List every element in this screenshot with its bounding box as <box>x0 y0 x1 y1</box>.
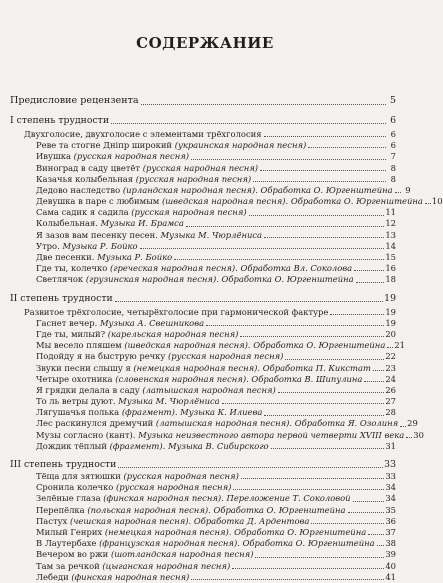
entry-note: (греческая народная песня). Обработка Вл. Соколова <box>109 263 353 274</box>
toc-entry <box>10 429 424 441</box>
entry-note: (карельская народная песня) <box>107 328 239 339</box>
toc-entry-text <box>36 561 230 572</box>
toc-page-number: 34 <box>385 482 396 493</box>
entry-title: Ивушка <box>36 151 71 162</box>
entry-title: Лес раскинулся дремучий <box>36 418 154 429</box>
subsection-label: Развитое трёхголосие, четырёхголосие при гармонической фактуре <box>24 306 329 317</box>
toc-page-number: 33 <box>385 471 396 482</box>
toc-page-number: 22 <box>385 351 396 362</box>
leader-dots <box>400 426 406 427</box>
entry-note: (русская народная песня) <box>131 207 247 218</box>
toc-entry-text <box>36 396 220 407</box>
toc-entry-text <box>36 241 138 252</box>
leader-dots <box>395 192 401 193</box>
toc-entry <box>10 140 396 151</box>
toc-entry <box>10 385 396 396</box>
entry-title: Тёща для зятюшки <box>36 471 121 482</box>
entry-note: (русская народная песня) <box>142 162 259 173</box>
leader-dots <box>111 123 386 124</box>
toc-entry-text <box>36 252 172 263</box>
entry-title: Лебеди <box>36 571 69 582</box>
entry-note: (русская народная песня) <box>116 482 232 493</box>
toc-entry-text <box>36 185 393 196</box>
entry-note: (латышская народная песня). Обработка Я. Озолиня <box>155 418 399 429</box>
leader-dots <box>387 347 393 348</box>
toc-entry <box>10 363 396 374</box>
leader-dots <box>373 370 384 371</box>
toc-page-number: 12 <box>385 218 396 229</box>
toc-page-number: 19 <box>384 292 396 304</box>
toc-page-number: 40 <box>385 560 396 571</box>
toc-entry-text <box>36 471 239 482</box>
toc-preface-label: Предисловие рецензента <box>10 95 139 106</box>
toc-entry <box>10 241 396 252</box>
leader-dots <box>278 392 385 393</box>
entry-title: Сронила колечко <box>36 482 114 493</box>
entry-title: Перепёлка <box>36 504 85 515</box>
entry-note: Музыка неизвестного автора первой четверти XVIII века <box>138 429 405 440</box>
leader-dots <box>260 170 386 171</box>
entry-note: Музыка М. Чюрлёниса <box>160 229 263 240</box>
toc-entry <box>10 351 396 362</box>
toc-subsection <box>10 307 396 318</box>
toc-entry-text <box>36 493 351 504</box>
toc-page-number: 39 <box>385 549 396 560</box>
toc-entry <box>10 374 396 385</box>
toc-entry <box>10 340 405 351</box>
leader-dots <box>233 489 384 490</box>
toc-page-number: 8 <box>390 162 396 173</box>
entry-title: Звуки песни слышу я <box>36 362 131 373</box>
entry-title: Зелёные глаза <box>36 493 101 504</box>
entry-note: (русская народная песня) <box>168 351 284 362</box>
toc-page-number: 38 <box>385 538 396 549</box>
entry-title: Гаснет вечер. <box>36 317 98 328</box>
section-label: II степень трудности <box>10 292 113 304</box>
entry-note: (немецкая народная песня). Обработка О. Юргенштейна <box>104 526 367 537</box>
subsection-label: Двухголосие, двухголосие с элементами трёхголосия <box>24 128 262 139</box>
toc-section <box>10 114 396 127</box>
leader-dots <box>249 215 385 216</box>
toc-section <box>10 292 396 305</box>
toc-entry <box>10 163 396 174</box>
toc-page-number: 18 <box>385 274 396 285</box>
toc-page-number: 6 <box>390 128 396 139</box>
entry-note: (фрагмент). Музыка К. Илиева <box>121 407 263 418</box>
toc-subsection-text <box>24 129 262 140</box>
entry-note: Музыка Р. Бойко <box>97 252 173 263</box>
leader-dots <box>285 359 384 360</box>
toc-entry <box>10 263 396 274</box>
toc-entry <box>10 252 396 263</box>
toc-entry <box>10 505 396 516</box>
toc-page-number: 41 <box>385 571 396 582</box>
toc-entry <box>10 196 443 207</box>
toc-entry <box>10 493 396 504</box>
toc-entry-text <box>36 340 385 351</box>
toc-entry-text <box>36 218 184 229</box>
section-label: III степень трудности <box>10 459 117 471</box>
leader-dots <box>232 568 384 569</box>
entry-note: (чешская народная песня). Обработка Д. Ардентова <box>69 515 310 526</box>
toc-page-number: 35 <box>385 504 396 515</box>
toc-page-number: 6 <box>390 115 396 126</box>
page-title: СОДЕРЖАНИЕ <box>136 34 274 52</box>
toc-page-number: 33 <box>384 459 396 471</box>
leader-dots <box>356 282 385 283</box>
leader-dots <box>253 181 386 182</box>
entry-title: Дождик тёплый <box>36 440 107 451</box>
leader-dots <box>368 534 384 535</box>
entry-title: Казачья колыбельная <box>36 173 134 184</box>
toc-page-number: 31 <box>385 440 396 451</box>
toc-page-number: 13 <box>385 229 396 240</box>
entry-note: (украинская народная песня) <box>174 140 307 151</box>
leader-dots <box>222 403 385 404</box>
toc-entry-text <box>36 351 283 362</box>
toc-page-number: 8 <box>390 173 396 184</box>
toc-entry <box>10 516 396 527</box>
toc-page-number: 20 <box>385 328 396 339</box>
toc-entry-text <box>36 441 269 452</box>
leader-dots <box>354 270 384 271</box>
leader-dots <box>118 467 383 468</box>
leader-dots <box>206 325 384 326</box>
entry-note: (шведская народная песня). Обработка О. Юргенштейна <box>124 340 386 351</box>
leader-dots <box>271 448 385 449</box>
entry-note: Музыка М. Чюрлёниса <box>118 396 220 407</box>
toc-entry <box>10 482 396 493</box>
toc-entry <box>10 151 396 162</box>
toc-page-number: 23 <box>385 362 396 373</box>
entry-title: То ль ветры дуют. <box>36 396 116 407</box>
toc-page-number: 15 <box>385 252 396 263</box>
entry-title: Музы согласно (кант). <box>36 429 136 440</box>
leader-dots <box>255 557 384 558</box>
toc-section-text <box>10 114 109 127</box>
toc-entry-text <box>36 374 362 385</box>
toc-preface <box>10 94 396 108</box>
entry-title: Вечером во ржи <box>36 549 109 560</box>
toc-entry-text <box>36 505 346 516</box>
leader-dots <box>330 314 384 315</box>
leader-dots <box>377 545 385 546</box>
section-gap <box>10 108 396 111</box>
toc-entry <box>10 441 396 452</box>
toc-section <box>10 458 396 471</box>
entry-note: Музыка И. Брамса <box>100 218 184 229</box>
toc-entry-text <box>36 163 258 174</box>
toc-page-number: 28 <box>385 407 396 418</box>
section-label: I степень трудности <box>10 115 110 126</box>
entry-title: Дедово наследство <box>36 184 121 195</box>
leader-dots <box>241 478 384 479</box>
toc-page-number: 26 <box>385 384 396 395</box>
leader-dots <box>191 579 384 580</box>
leader-dots <box>264 136 386 137</box>
entry-note: (русская народная песня) <box>73 151 190 162</box>
leader-dots <box>264 237 384 238</box>
section-gap <box>10 286 396 289</box>
toc-entry-text <box>36 482 231 493</box>
leader-dots <box>191 159 386 160</box>
toc-subsection-text <box>24 307 328 318</box>
toc-entry-text <box>36 230 262 241</box>
leader-dots <box>406 437 412 438</box>
toc-entry-text <box>36 418 398 429</box>
entry-note: (шведская народная песня). Обработка О. Юргенштейна <box>161 196 423 207</box>
entry-title: Четыре охотника <box>36 373 113 384</box>
toc-entry-text <box>36 263 352 274</box>
entry-title: Там за речкой <box>36 560 100 571</box>
toc-page-number: 7 <box>390 151 396 162</box>
toc-entry <box>10 230 396 241</box>
toc-page-number: 5 <box>389 95 396 106</box>
leader-dots <box>115 301 383 302</box>
toc-entry-text <box>36 549 253 560</box>
toc-entry <box>10 329 396 340</box>
toc-page-number: 6 <box>390 140 396 151</box>
toc-entry-text <box>36 538 375 549</box>
toc-entry-text <box>36 572 189 583</box>
entry-note: (русская народная песня) <box>135 173 252 184</box>
toc-page-number: 19 <box>385 306 396 317</box>
toc-page-number: 37 <box>385 526 396 537</box>
toc-page-number: 29 <box>407 418 418 429</box>
toc-entry <box>10 561 396 572</box>
leader-dots <box>264 415 384 416</box>
toc-entry-text <box>36 140 306 151</box>
toc-entry <box>10 471 396 482</box>
entry-note: (французская народная песня). Обработка О. Юргенштейна <box>99 538 375 549</box>
leader-dots <box>141 104 386 105</box>
leader-dots <box>186 226 384 227</box>
leader-dots <box>140 248 385 249</box>
entry-title: Колыбельная. <box>36 218 98 229</box>
toc-page-number: 30 <box>413 429 424 440</box>
entry-title: В Лаутербахе <box>36 538 97 549</box>
toc-page-number: 34 <box>385 493 396 504</box>
toc-page-number: 24 <box>385 373 396 384</box>
toc-entry <box>10 207 396 218</box>
entry-note: (немецкая народная песня). Обработка П. Кикстат <box>133 362 371 373</box>
entry-title: Девушка в паре с любимым <box>36 196 160 207</box>
entry-note: (шотландская народная песня) <box>110 549 254 560</box>
table-of-contents <box>10 94 443 583</box>
toc-entry <box>10 407 396 418</box>
toc-entry <box>10 549 396 560</box>
entry-title: Подойду я на быструю речку <box>36 351 166 362</box>
entry-title: Где ты, колечко <box>36 263 108 274</box>
entry-title: Две песенки. <box>36 252 95 263</box>
entry-note: (финская народная песня). Переложение Т. Соколовой <box>103 493 351 504</box>
toc-page-number: 19 <box>385 317 396 328</box>
toc-page-number: 36 <box>385 515 396 526</box>
toc-subsection <box>10 129 396 140</box>
leader-dots <box>311 523 384 524</box>
entry-title: Где ты, милый? <box>36 328 106 339</box>
entry-title: Лягушачья полька <box>36 407 120 418</box>
entry-title: Мы весело пляшем <box>36 340 122 351</box>
toc-entry <box>10 396 396 407</box>
toc-entry-text <box>36 329 238 340</box>
toc-page-number: 16 <box>385 263 396 274</box>
toc-section-text <box>10 292 113 305</box>
toc-entry-text <box>36 151 189 162</box>
leader-dots <box>364 381 384 382</box>
toc-entry <box>10 219 396 230</box>
toc-entry-text <box>36 207 247 218</box>
leader-dots <box>308 147 386 148</box>
toc-entry-text <box>36 385 276 396</box>
entry-title: Реве та стогне Днiпр широкий <box>36 140 173 151</box>
toc-page-number: 21 <box>394 340 405 351</box>
leader-dots <box>240 336 384 337</box>
toc-entry-text <box>36 174 251 185</box>
toc-entry <box>10 538 396 549</box>
entry-note: (фрагмент). Музыка В. Сибирского <box>109 440 269 451</box>
entry-note: Музыка Р. Бойко <box>62 240 138 251</box>
toc-page-number: 10 <box>431 196 443 207</box>
toc-entry <box>10 572 396 583</box>
toc-entry <box>10 274 396 285</box>
toc-entry-text <box>36 516 309 527</box>
entry-title: Я зазов вам песенку песен. <box>36 229 158 240</box>
entry-note: (ирландская народная песня). Обработка О. Юргенштейна <box>122 184 393 195</box>
toc-entry <box>10 318 396 329</box>
toc-page-number: 27 <box>385 396 396 407</box>
toc-page-number: 11 <box>385 207 396 218</box>
toc-entry <box>10 527 396 538</box>
entry-note: (русская народная песня) <box>123 471 239 482</box>
entry-note: (латышская народная песня) <box>142 384 276 395</box>
entry-note: (грузинская народная песня). Обработка О. Юргенштейна <box>85 274 354 285</box>
entry-note: (словенская народная песня). Обработка В. Шипулина <box>115 373 363 384</box>
entry-note: (финская народная песня) <box>71 571 190 582</box>
leader-dots <box>353 501 385 502</box>
entry-title: Утро. <box>36 240 60 251</box>
entry-title: Пастух <box>36 515 68 526</box>
toc-entry-text <box>36 527 366 538</box>
toc-page-number: 14 <box>385 240 396 251</box>
leader-dots <box>425 203 431 204</box>
entry-title: Сама садик я садила <box>36 207 129 218</box>
toc-entry-text <box>36 363 371 374</box>
toc-sections <box>10 108 443 583</box>
entry-title: Я грядки делала в саду <box>36 384 140 395</box>
section-gap <box>10 452 396 455</box>
entry-title: Милый Генрих <box>36 526 103 537</box>
entry-note: (польская народная песня). Обработка О. Юргенштейна <box>87 504 346 515</box>
toc-page-number: 9 <box>405 184 411 195</box>
toc-section-text <box>10 458 116 471</box>
entry-title: Светлячок <box>36 274 84 285</box>
entry-title: Виноград в саду цветёт <box>36 162 141 173</box>
leader-dots <box>174 259 384 260</box>
toc-entry-text <box>36 196 423 207</box>
toc-entry <box>10 418 418 430</box>
entry-note: (цыганская народная песня) <box>102 560 231 571</box>
leader-dots <box>348 512 385 513</box>
toc-entry-text <box>36 430 404 441</box>
toc-entry-text <box>36 407 262 418</box>
toc-entry <box>10 174 396 185</box>
toc-entry-text <box>36 318 204 329</box>
entry-note: Музыка А. Свешникова <box>99 317 205 328</box>
toc-entry <box>10 184 411 196</box>
toc-entry-text <box>36 274 354 285</box>
